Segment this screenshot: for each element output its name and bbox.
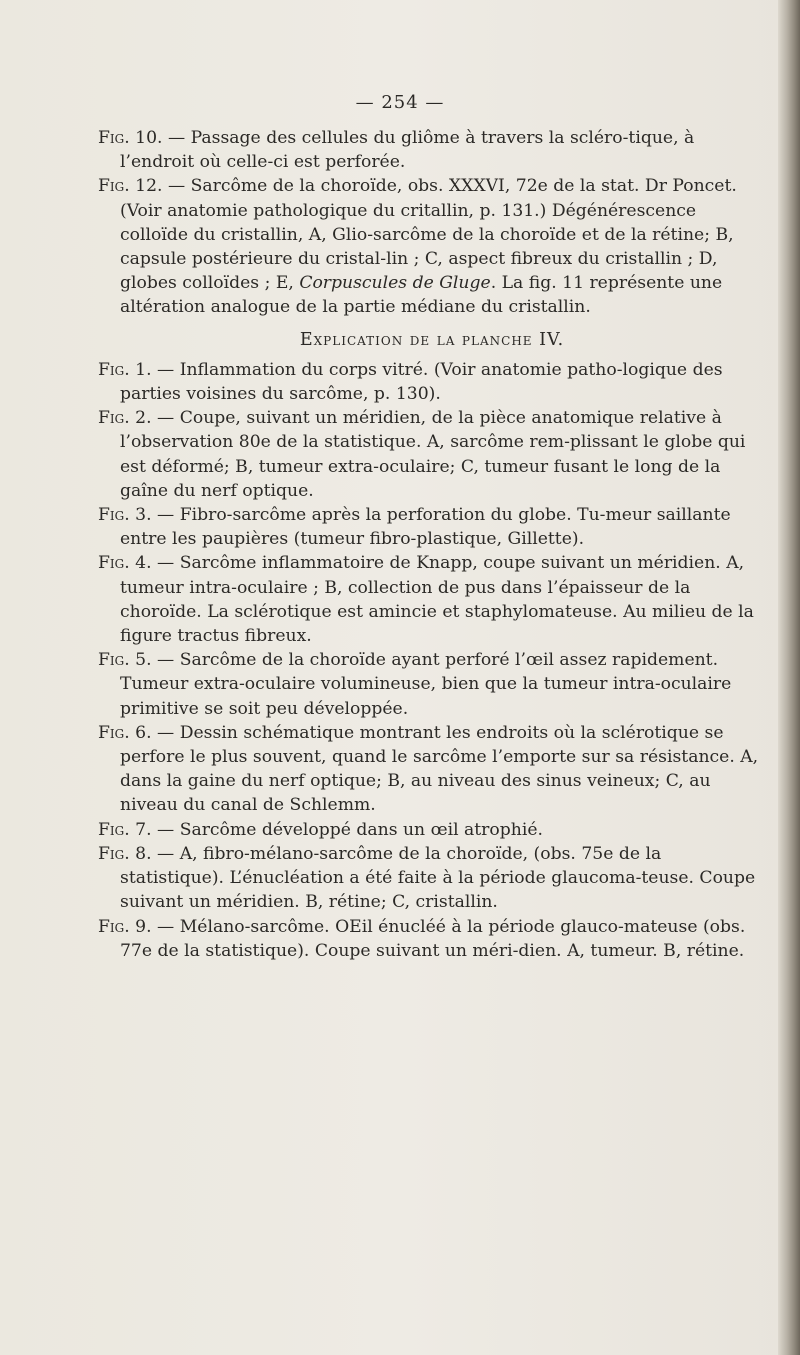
paragraph-text-tail: . La fig. 11 représente une altération analogue de la partie médiane du cristallin. bbox=[120, 273, 723, 318]
figure-label: Fig. 4. bbox=[98, 553, 152, 574]
paragraph-text: — Passage des cellules du gliôme à travers la scléro-tique, à l’endroit où celle-ci est perforée. bbox=[120, 128, 695, 173]
figure-label: Fig. 10. bbox=[98, 128, 163, 148]
paragraph-text: — A, fibro-mélano-sarcôme de la choroïde, (obs. 75e de la statistique). L’énucléation a été faite à la période glaucoma-teuse. Coupe suivant un méridien. B, rétine; C, cristallin. bbox=[120, 843, 756, 913]
paragraph-text: — Sarcôme de la choroïde, obs. XXXVI, 72e de la stat. Dr Poncet. (Voir anatomie pathologique du critallin, p. 131.) Dégénérescence colloïde du cristallin, A, Glio-sarcôme de la choroïde et de la rétine; B, capsule postérieure du cristal-lin ; C, aspect fibreux du cristallin ; D, globes colloïdes ; E, bbox=[120, 176, 737, 294]
figure-label: Fig. 5. bbox=[98, 650, 152, 671]
figure-label: Fig. 1. bbox=[98, 359, 152, 380]
paragraph-text: — Sarcôme de la choroïde ayant perforé l’œil assez rapidement. Tumeur extra-oculaire volumineuse, bien que la tumeur intra-oculaire primitive se soit peu développée. bbox=[120, 650, 732, 719]
paragraph-fig-3 bbox=[98, 503, 766, 551]
section-heading: Explication de la planche IV. bbox=[299, 329, 565, 350]
figure-label: Fig. 3. bbox=[98, 505, 152, 526]
paragraph-text: — Coupe, suivant un méridien, de la pièce anatomique relative à l’observation 80e de la statistique. A, sarcôme rem-plissant le globe qui est déformé; B, tumeur extra-oculaire; C, tumeur fusant le long de la gaîne du nerf optique. bbox=[120, 408, 746, 501]
paragraph-fig-5 bbox=[98, 648, 766, 721]
paragraph-fig-10 bbox=[98, 126, 766, 174]
paragraph-fig-1 bbox=[98, 358, 766, 406]
paragraph-fig-12 bbox=[98, 174, 766, 319]
paragraph-fig-2 bbox=[98, 406, 766, 503]
figure-label: Fig. 12. bbox=[98, 176, 163, 197]
figure-label: Fig. 6. bbox=[98, 722, 152, 743]
paragraph-text: — Fibro-sarcôme après la perforation du globe. Tu-meur saillante entre les paupières (tumeur fibro-plastique, Gillette). bbox=[120, 505, 731, 550]
paragraph-text: — Sarcôme inflammatoire de Knapp, coupe suivant un méridien. A, tumeur intra-oculaire ; B, collection de pus dans l’épaisseur de la choroïde. La sclérotique est amincie et staphylomateuse. Au milieu de la figure tractus fibreux. bbox=[120, 553, 754, 647]
paragraph-fig-6 bbox=[98, 721, 766, 818]
paragraph-text: — Dessin schématique montrant les endroits où la sclérotique se perfore le plus souvent, quand le sarcôme l’emporte sur sa résistance. A, dans la gaine du nerf optique; B, au niveau des sinus veineux; C, au niveau du canal de Schlemm. bbox=[120, 722, 759, 816]
figure-label: Fig. 8. bbox=[98, 843, 152, 864]
paragraph-text: — Inflammation du corps vitré. (Voir anatomie patho-logique des parties voisines du sarcôme, p. 130). bbox=[120, 359, 723, 405]
page-number: — 254 — bbox=[355, 92, 445, 113]
paragraph-fig-8 bbox=[98, 842, 766, 915]
paragraph-fig-4 bbox=[98, 551, 766, 648]
figure-label: Fig. 9. bbox=[98, 916, 152, 937]
paragraph-fig-9 bbox=[98, 915, 766, 963]
figure-label: Fig. 2. bbox=[98, 408, 152, 429]
text-body bbox=[98, 126, 766, 963]
figure-label: Fig. 7. bbox=[98, 819, 152, 840]
paragraph-text: — Mélano-sarcôme. OEil énucléé à la période glauco-mateuse (obs. 77e de la statistique). Coupe suivant un méri-dien. A, tumeur. B, rétine. bbox=[120, 916, 746, 961]
paragraph-text: — Sarcôme développé dans un œil atrophié. bbox=[151, 819, 543, 840]
italic-term: Corpuscules de Gluge bbox=[299, 273, 491, 294]
paragraph-fig-7 bbox=[98, 818, 766, 842]
page-edge-shadow bbox=[778, 0, 800, 1355]
